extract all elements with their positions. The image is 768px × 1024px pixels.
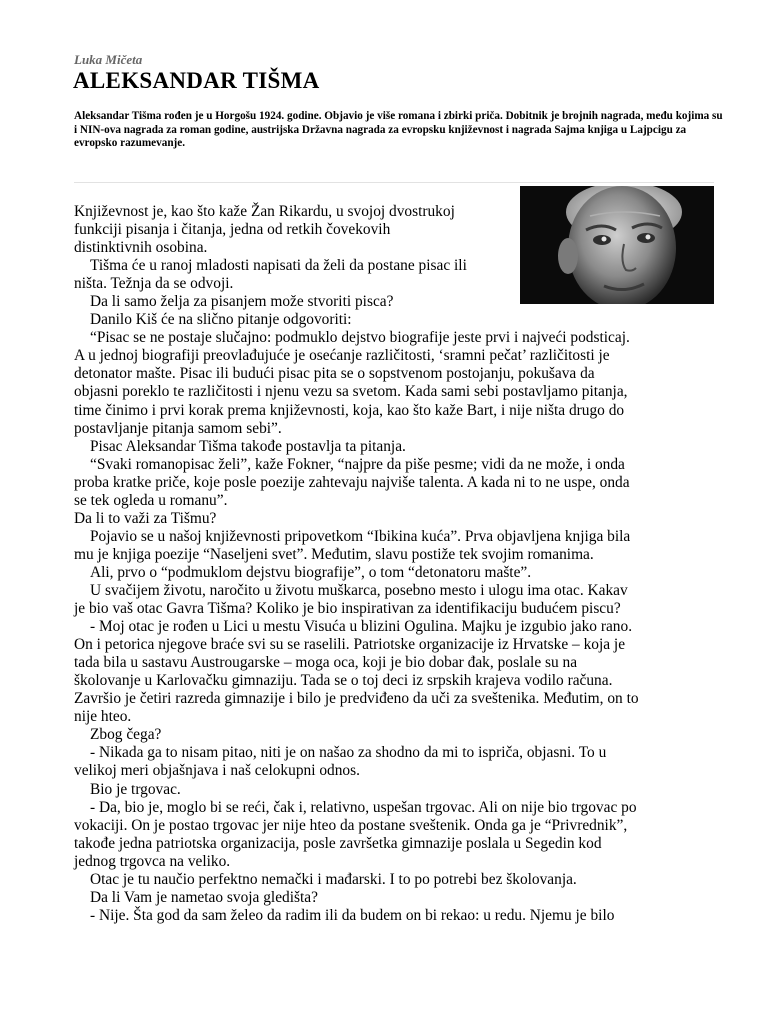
paragraph-line: A u jednoj biografiji preovlađujuće je osećanje različitosti, ‘sramni pečat’ različitosti je (74, 347, 610, 365)
article-paragraph (74, 744, 719, 780)
paragraph-line: Da li Vam je nametao svoja gledišta? (90, 888, 318, 906)
paragraph-line: objasni poreklo te različitosti i njenu vezu sa svetom. Kada sami sebi postavljamo pitanja, (74, 383, 628, 401)
intro-summary: Aleksandar Tišma rođen je u Horgošu 1924. godine. Objavio je više romana i zbirki priča. Dobitnik je brojnih nagrada, među kojima su i NIN-ova nagrada za roman godine, austrijska Državna nagrada za evropsku književnost i nagrada Sajma knjiga u Lajpcigu za evropsko razumevanje. (74, 110, 723, 149)
article-paragraph (74, 311, 719, 329)
article-paragraph (74, 456, 719, 510)
article-paragraph (74, 726, 719, 744)
paragraph-line: - Da, bio je, moglo bi se reći, čak i, relativno, uspešan trgovac. Ali on nije bio trgovac po (90, 798, 637, 816)
article-paragraph (74, 889, 719, 907)
paragraph-line: Književnost je, kao što kaže Žan Rikardu, u svojoj dvostrukoj (74, 203, 455, 220)
article-paragraph (74, 871, 719, 889)
article-paragraph (74, 528, 719, 564)
paragraph-line: Bio je trgovac. (90, 780, 181, 798)
paragraph-line: postavljanje pitanja samom sebi”. (74, 419, 282, 437)
article-paragraph (74, 781, 719, 799)
paragraph-line: Danilo Kiš će na slično pitanje odgovoriti: (90, 311, 352, 329)
article-paragraph (74, 293, 719, 311)
paragraph-line: time činimo i prvi korak prema književnosti, koja, kao što kaže Bart, i nije ništa drugo do (74, 401, 625, 419)
paragraph-line: Zbog čega? (90, 726, 162, 744)
paragraph-line: takođe jedna patriotska organizacija, posle završetka gimnazije poslala u Segedin kod (74, 834, 602, 852)
article-paragraph (74, 510, 719, 528)
paragraph-line: Da li to važi za Tišmu? (74, 509, 217, 527)
paragraph-line: nije hteo. (74, 708, 132, 726)
paragraph-line: Otac je tu naučio perfektno nemački i mađarski. I to po potrebi bez školovanja. (90, 870, 577, 888)
paragraph-line: Pisac Aleksandar Tišma takođe postavlja ta pitanja. (90, 437, 406, 455)
article-paragraph (74, 329, 719, 437)
paragraph-line: funkciji pisanja i čitanja, jedna od retkih čovekovih (74, 221, 391, 239)
paragraph-line: školovanje u Karlovačku gimnaziju. Tada se o toj deci iz srpskih krajeva vodilo računa. (74, 672, 613, 690)
article-title: ALEKSANDAR TIŠMA (73, 68, 320, 93)
paragraph-line: ništa. Težnja da se odvoji. (74, 275, 234, 293)
article-paragraph (74, 257, 719, 293)
paragraph-line: Tišma će u ranoj mladosti napisati da želi da postane pisac ili (90, 257, 467, 275)
paragraph-line: mu je knjiga poezije “Naseljeni svet”. Međutim, slavu postiže tek svojim romanima. (74, 545, 594, 563)
article-paragraph (74, 582, 719, 618)
article-paragraph (74, 564, 719, 582)
paragraph-line: U svačijem životu, naročito u životu muškarca, posebno mesto i ulogu ima otac. Kakav (90, 581, 628, 599)
paragraph-line: jednog trgovca na veliko. (74, 852, 231, 870)
paragraph-line: je bio vaš otac Gavra Tišma? Koliko je bio inspirativan za identifikaciju budućem piscu? (74, 600, 621, 618)
author-name: Luka Mičeta (74, 52, 143, 67)
paragraph-line: detonator mašte. Pisac ili budući pisac pita se o sopstvenom postojanju, pokušava da (74, 365, 595, 383)
article-body (74, 203, 719, 925)
paragraph-line: - Nikada ga to nisam pitao, niti je on našao za shodno da mi to ispriča, objasni. To u (90, 744, 607, 762)
paragraph-line: - Nije. Šta god da sam želeo da radim ili da budem on bi rekao: u redu. Njemu je bilo (90, 906, 615, 924)
article-paragraph (74, 799, 719, 871)
paragraph-line: - Moj otac je rođen u Lici u mestu Visuća u blizini Ogulina. Majku je izgubio jako rano. (90, 618, 633, 636)
paragraph-line: proba kratke priče, koje posle poezije zahtevaju najviše talenta. A kada ni to ne uspe, onda (74, 473, 630, 491)
paragraph-line: “Svaki romanopisac želi”, kaže Fokner, “najpre da piše pesme; vidi da ne može, i onda (90, 455, 625, 473)
paragraph-line: tada bila u sastavu Austrougarske – moga oca, koji je bio dobar đak, poslale su na (74, 654, 578, 672)
article-paragraph (74, 618, 719, 726)
paragraph-line: vokaciji. On je postao trgovac jer nije hteo da postane sveštenik. Onda ga je “Privrednik”, (74, 816, 628, 834)
section-divider (74, 182, 714, 183)
article-paragraph (74, 438, 719, 456)
paragraph-line: Pojavio se u našoj književnosti pripovetkom “Ibikina kuća”. Prva objavljena knjiga bila (90, 527, 631, 545)
paragraph-line: distinktivnih osobina. (74, 239, 208, 257)
paragraph-line: Završio je četiri razreda gimnazije i bilo je predviđeno da uči za sveštenika. Međutim, on to (74, 690, 639, 708)
paragraph-line: se tek ogleda u romanu”. (74, 491, 228, 509)
paragraph-line: Da li samo želja za pisanjem može stvoriti pisca? (90, 293, 394, 311)
paragraph-line: On i petorica njegove braće svi su se raselili. Patriotske organizacije iz Hrvatske – koja je (74, 636, 626, 654)
paragraph-line: velikoj meri objašnjava i naš celokupni odnos. (74, 762, 360, 780)
paragraph-line: Ali, prvo o “podmuklom dejstvu biografije”, o tom “detonatoru mašte”. (90, 563, 532, 581)
article-paragraph (74, 203, 719, 257)
paragraph-line: “Pisac se ne postaje slučajno: podmuklo dejstvo biografije jeste prvi i najveći podsticaj. (90, 329, 630, 347)
article-paragraph (74, 907, 719, 925)
